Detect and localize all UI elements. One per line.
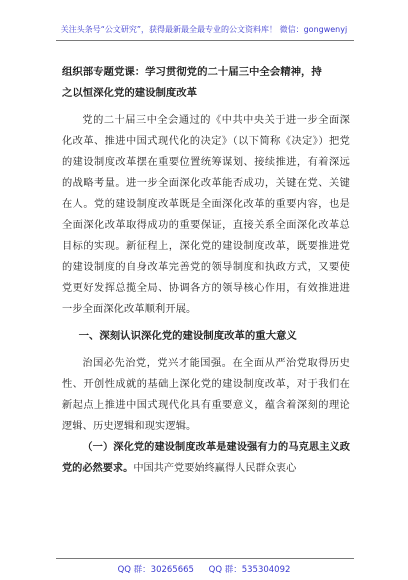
document-body	[62, 62, 350, 479]
header-divider	[56, 40, 354, 41]
footer-divider	[56, 558, 354, 559]
document-title	[62, 62, 350, 104]
footer-qq-group-1: QQ 群：30265665	[117, 565, 194, 575]
intro-paragraph: 党的二十届三中全会通过的《中共中央关于进一步全面深化改革、推进中国式现代化的决定》（以下简称《决定》）把党的建设制度改革摆在重要位置统筹谋划、接续推进，有着深远的战略考量。进一步全面深化改革能否成功，关键在党、关键在人。党的建设制度改革既是全面深化改革的重要内容，也是全面深化改革取得成功的重要保证，直接关系全面深化改革总目标的实现。新征程上，深化党的建设制度改革，既要推进党的建设制度的自身改革完善党的领导制度和执政方式，又要使党更好发挥总揽全局、协调各方的领导核心作用，有效推进进一步全面深化改革顺利开展。	[62, 115, 350, 315]
section-1-paragraph: 治国必先治党，党兴才能国强。在全面从严治党取得历史性、开创性成就的基础上深化党的建设制度改革，对于我们在新起点上推进中国式现代化具有重要意义，蕴含着深刻的理论逻辑、历史逻辑和现实逻辑。	[62, 358, 350, 432]
title-line-1: 组织部专题党课：学习贯彻党的二十届三中全会精神，持	[62, 66, 322, 78]
footer-qq-group-2: QQ 群：535304092	[208, 565, 291, 575]
subsection-1-paragraph	[62, 437, 350, 479]
title-line-2: 之以恒深化党的建设制度改革	[62, 87, 198, 99]
page-header-promo: 关注头条号“公文研究”，获得最新最全最专业的公文资料库！ 微信：gongwenyj	[60, 25, 348, 34]
section-1-heading: 一、深刻认识深化党的建设制度改革的重大意义	[78, 330, 297, 342]
subsection-1-text: 中国共产党要始终赢得人民群众衷心	[133, 463, 297, 474]
page-footer	[0, 563, 408, 575]
subsection-1-heading: （一）深化党的建设制度改革是建设强有力的马克思主义政党的必然要求。	[62, 441, 350, 474]
